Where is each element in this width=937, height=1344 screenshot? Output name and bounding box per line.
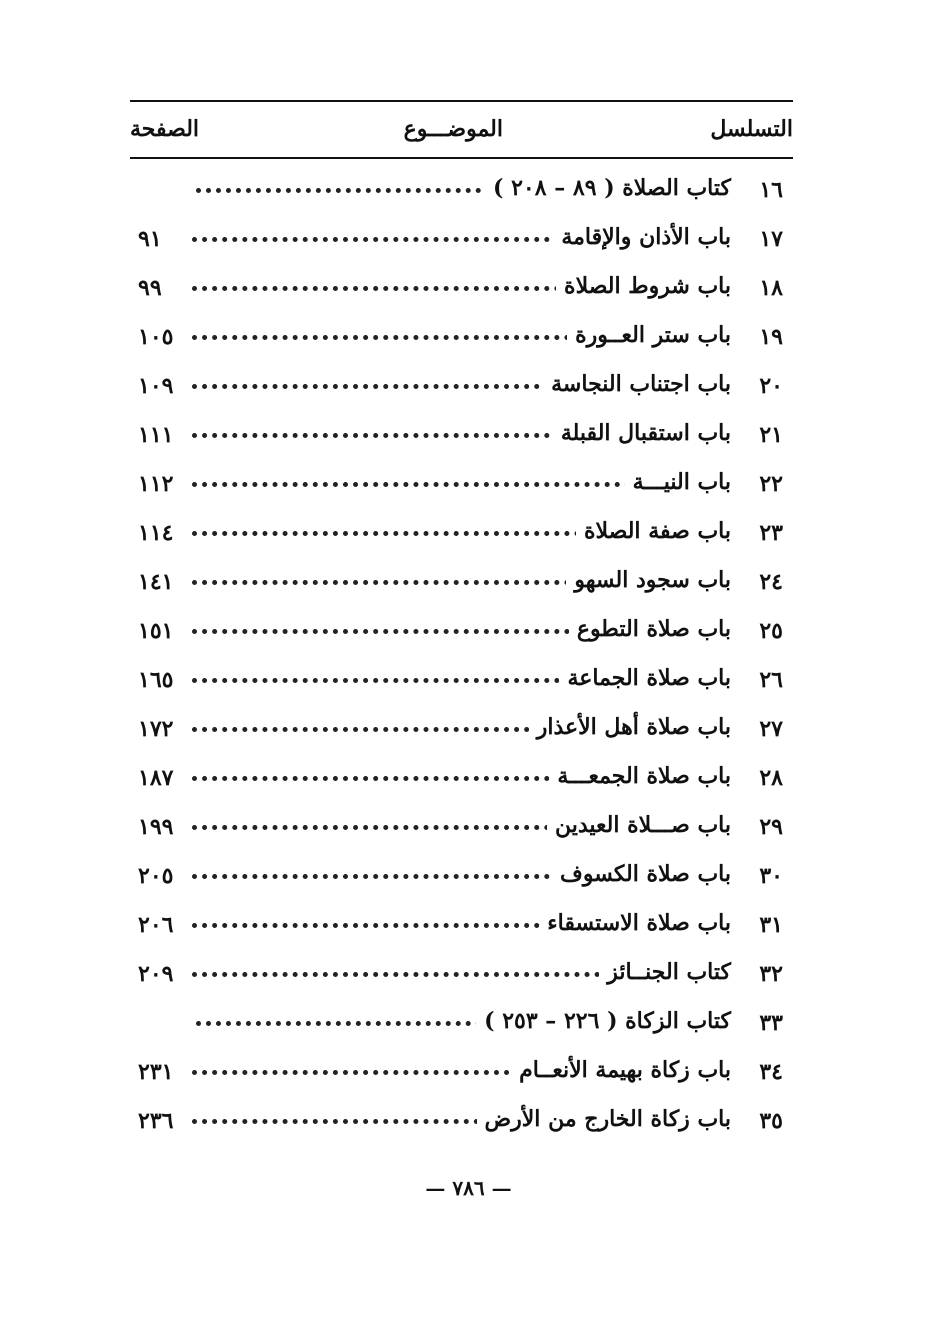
toc-row-page: ١٧٢ xyxy=(138,716,174,742)
toc-row-serial: ٣٣ xyxy=(759,1010,783,1036)
toc-row xyxy=(130,165,793,214)
toc-row-serial: ١٦ xyxy=(759,177,783,203)
toc-row-page: ١١٤ xyxy=(138,520,174,546)
toc-row-topic: باب زكاة بهيمة الأنعــام xyxy=(511,1057,731,1083)
toc-row xyxy=(130,753,793,802)
toc-row-page: ١٩٩ xyxy=(138,814,174,840)
toc-row-serial: ٢٩ xyxy=(759,814,783,840)
toc-row-serial: ٢٧ xyxy=(759,716,783,742)
toc-row-serial: ١٩ xyxy=(759,324,783,350)
toc-row-page: ٢٠٦ xyxy=(138,912,174,938)
toc-row-topic: باب صلاة الاستسقاء xyxy=(539,910,731,936)
header-page: الصفحة xyxy=(130,116,200,142)
toc-row-page: ١٠٥ xyxy=(138,324,174,350)
toc-row-topic: باب صفة الصلاة xyxy=(576,518,731,544)
toc-row-page: ١٦٥ xyxy=(138,667,174,693)
toc-row-topic: باب صلاة الكسوف xyxy=(552,861,731,887)
toc-row-topic: باب الأذان والإقامة xyxy=(553,224,731,250)
toc-row-serial: ٣٠ xyxy=(759,863,783,889)
toc-row xyxy=(130,1096,793,1145)
toc-row-serial: ٣١ xyxy=(759,912,783,938)
toc-row xyxy=(130,900,793,949)
toc-row xyxy=(130,557,793,606)
toc-row-topic: كتاب الصلاة ( ٨٩ – ٢٠٨ ) xyxy=(485,175,731,201)
toc-row-serial: ٢٤ xyxy=(759,569,783,595)
toc-row-topic: باب سجود السهو xyxy=(566,567,731,593)
toc-row-topic: باب صلاة الجماعة xyxy=(559,665,731,691)
toc-row-page: ١١١ xyxy=(138,422,174,448)
toc-row xyxy=(130,606,793,655)
toc-row-topic: باب شروط الصلاة xyxy=(556,273,731,299)
toc-row xyxy=(130,459,793,508)
toc-row-serial: ١٧ xyxy=(759,226,783,252)
toc-row-topic: باب اجتناب النجاسة xyxy=(543,371,731,397)
toc-row-page: ٢٣٦ xyxy=(138,1108,174,1134)
toc-row xyxy=(130,361,793,410)
toc-row-topic: باب صلاة الجمعـــة xyxy=(549,763,731,789)
toc-row xyxy=(130,998,793,1047)
toc-row-topic: كتاب الجنــائز xyxy=(599,959,731,985)
toc-row-topic: باب زكاة الخارج من الأرض xyxy=(477,1106,731,1132)
toc-row-serial: ٢٨ xyxy=(759,765,783,791)
toc-row xyxy=(130,263,793,312)
toc-row-serial: ٢٣ xyxy=(759,520,783,546)
toc-row xyxy=(130,214,793,263)
toc-row-topic: باب ستر العــورة xyxy=(567,322,731,348)
toc-row-page: ٢٠٩ xyxy=(138,961,174,987)
toc-row-serial: ٣٢ xyxy=(759,961,783,987)
toc-row-page: ٩١ xyxy=(138,226,162,252)
toc-row-serial: ٢٦ xyxy=(759,667,783,693)
toc-row-serial: ٢١ xyxy=(759,422,783,448)
toc-row-serial: ٣٤ xyxy=(759,1059,783,1085)
toc-row-page: ٢٣١ xyxy=(138,1059,174,1085)
toc-row xyxy=(130,1047,793,1096)
page-number-footer: — ٧٨٦ — xyxy=(425,1176,512,1200)
toc-row-page: ١٠٩ xyxy=(138,373,174,399)
toc-row-topic: باب النيـــة xyxy=(625,469,731,495)
toc-row-topic: باب صلاة أهل الأعذار xyxy=(529,714,731,740)
toc-row-topic: كتاب الزكاة ( ٢٢٦ – ٢٥٣ ) xyxy=(476,1008,731,1034)
header-topic: الموضـــوع xyxy=(403,116,503,142)
toc-row-page: ٩٩ xyxy=(138,275,162,301)
toc-row xyxy=(130,655,793,704)
toc-row xyxy=(130,704,793,753)
toc-row-serial: ٢٢ xyxy=(759,471,783,497)
toc-list xyxy=(130,165,793,1145)
toc-row-page: ١٤١ xyxy=(138,569,174,595)
header-bottom-rule xyxy=(130,157,793,159)
toc-row-topic: باب صلاة التطوع xyxy=(569,616,731,642)
toc-row-topic: باب استقبال القبلة xyxy=(553,420,731,446)
toc-row xyxy=(130,851,793,900)
toc-row xyxy=(130,508,793,557)
toc-row-page: ١٥١ xyxy=(138,618,174,644)
toc-row-page: ٢٠٥ xyxy=(138,863,174,889)
toc-row-serial: ١٨ xyxy=(759,275,783,301)
table-header xyxy=(130,108,793,152)
toc-row-page: ١١٢ xyxy=(138,471,174,497)
header-top-rule xyxy=(130,100,793,102)
toc-row-serial: ٢٥ xyxy=(759,618,783,644)
toc-row xyxy=(130,410,793,459)
toc-row-serial: ٣٥ xyxy=(759,1108,783,1134)
toc-row xyxy=(130,802,793,851)
toc-row xyxy=(130,312,793,361)
toc-row-page: ١٨٧ xyxy=(138,765,174,791)
toc-row xyxy=(130,949,793,998)
header-serial: التسلسل xyxy=(710,116,793,142)
toc-row-topic: باب صـــلاة العيدين xyxy=(547,812,731,838)
toc-row-serial: ٢٠ xyxy=(759,373,783,399)
